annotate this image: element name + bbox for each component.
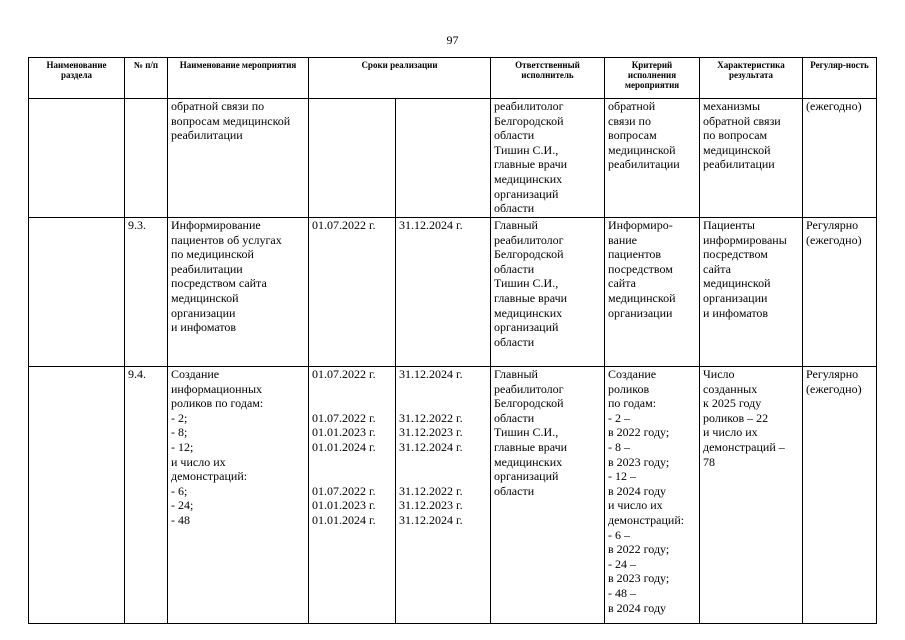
cell-event: обратной связи по вопросам медицинской реабилитации bbox=[168, 99, 309, 218]
header-terms: Сроки реализации bbox=[309, 58, 491, 99]
cell-start: 01.07.2022 г. bbox=[309, 218, 396, 367]
cell-start bbox=[309, 99, 396, 218]
table-row bbox=[29, 99, 877, 218]
header-event: Наименование мероприятия bbox=[168, 58, 309, 99]
header-criterion: Критерий исполнения мероприятия bbox=[605, 58, 700, 99]
cell-section bbox=[29, 367, 125, 624]
plan-table bbox=[28, 57, 877, 624]
table-row bbox=[29, 367, 877, 624]
cell-section bbox=[29, 218, 125, 367]
cell-criterion: Создание роликов по годам: - 2 – в 2022 году; - 8 – в 2023 году; - 12 – в 2024 году и число их демонстраций: - 6 – в 2022 году; - 24 – в 2023 году; - 48 – в 2024 году bbox=[605, 367, 700, 624]
cell-section bbox=[29, 99, 125, 218]
cell-regularity: Регулярно (ежегодно) bbox=[803, 367, 877, 624]
cell-end: 31.12.2024 г. 31.12.2022 г. 31.12.2023 г. 31.12.2024 г. 31.12.2022 г. 31.12.2023 г. 31.12.2024 г. bbox=[396, 367, 491, 624]
header-result: Характеристика результата bbox=[700, 58, 803, 99]
cell-end: 31.12.2024 г. bbox=[396, 218, 491, 367]
cell-num: 9.4. bbox=[125, 367, 168, 624]
header-num: № п/п bbox=[125, 58, 168, 99]
cell-num bbox=[125, 99, 168, 218]
cell-regularity: (ежегодно) bbox=[803, 99, 877, 218]
table-row bbox=[29, 218, 877, 367]
cell-responsible: Главный реабилитолог Белгородской области Тишин С.И., главные врачи медицинских организаций области bbox=[491, 367, 605, 624]
cell-criterion: обратной связи по вопросам медицинской реабилитации bbox=[605, 99, 700, 218]
cell-responsible: Главный реабилитолог Белгородской области Тишин С.И., главные врачи медицинских организаций области bbox=[491, 218, 605, 367]
cell-criterion: Информиро- вание пациентов посредством сайта медицинской организации bbox=[605, 218, 700, 367]
page-number: 97 bbox=[446, 33, 459, 47]
header-section: Наименование раздела bbox=[29, 58, 125, 99]
cell-result: Число созданных к 2025 году роликов – 22 и число их демонстраций – 78 bbox=[700, 367, 803, 624]
cell-regularity: Регулярно (ежегодно) bbox=[803, 218, 877, 367]
header-responsible: Ответственный исполнитель bbox=[491, 58, 605, 99]
header-regularity: Регуляр-ность bbox=[803, 58, 877, 99]
cell-result: механизмы обратной связи по вопросам медицинской реабилитации bbox=[700, 99, 803, 218]
cell-end bbox=[396, 99, 491, 218]
cell-event: Информирование пациентов об услугах по медицинской реабилитации посредством сайта медицинской организации и инфоматов bbox=[168, 218, 309, 367]
header-row bbox=[29, 58, 877, 99]
cell-num: 9.3. bbox=[125, 218, 168, 367]
cell-start: 01.07.2022 г. 01.07.2022 г. 01.01.2023 г. 01.01.2024 г. 01.07.2022 г. 01.01.2023 г. 01.01.2024 г. bbox=[309, 367, 396, 624]
cell-result: Пациенты информированы посредством сайта медицинской организации и инфоматов bbox=[700, 218, 803, 367]
cell-responsible: реабилитолог Белгородской области Тишин С.И., главные врачи медицинских организаций области bbox=[491, 99, 605, 218]
cell-event: Создание информационных роликов по годам: - 2; - 8; - 12; и число их демонстраций: - 6; - 24; - 48 bbox=[168, 367, 309, 624]
